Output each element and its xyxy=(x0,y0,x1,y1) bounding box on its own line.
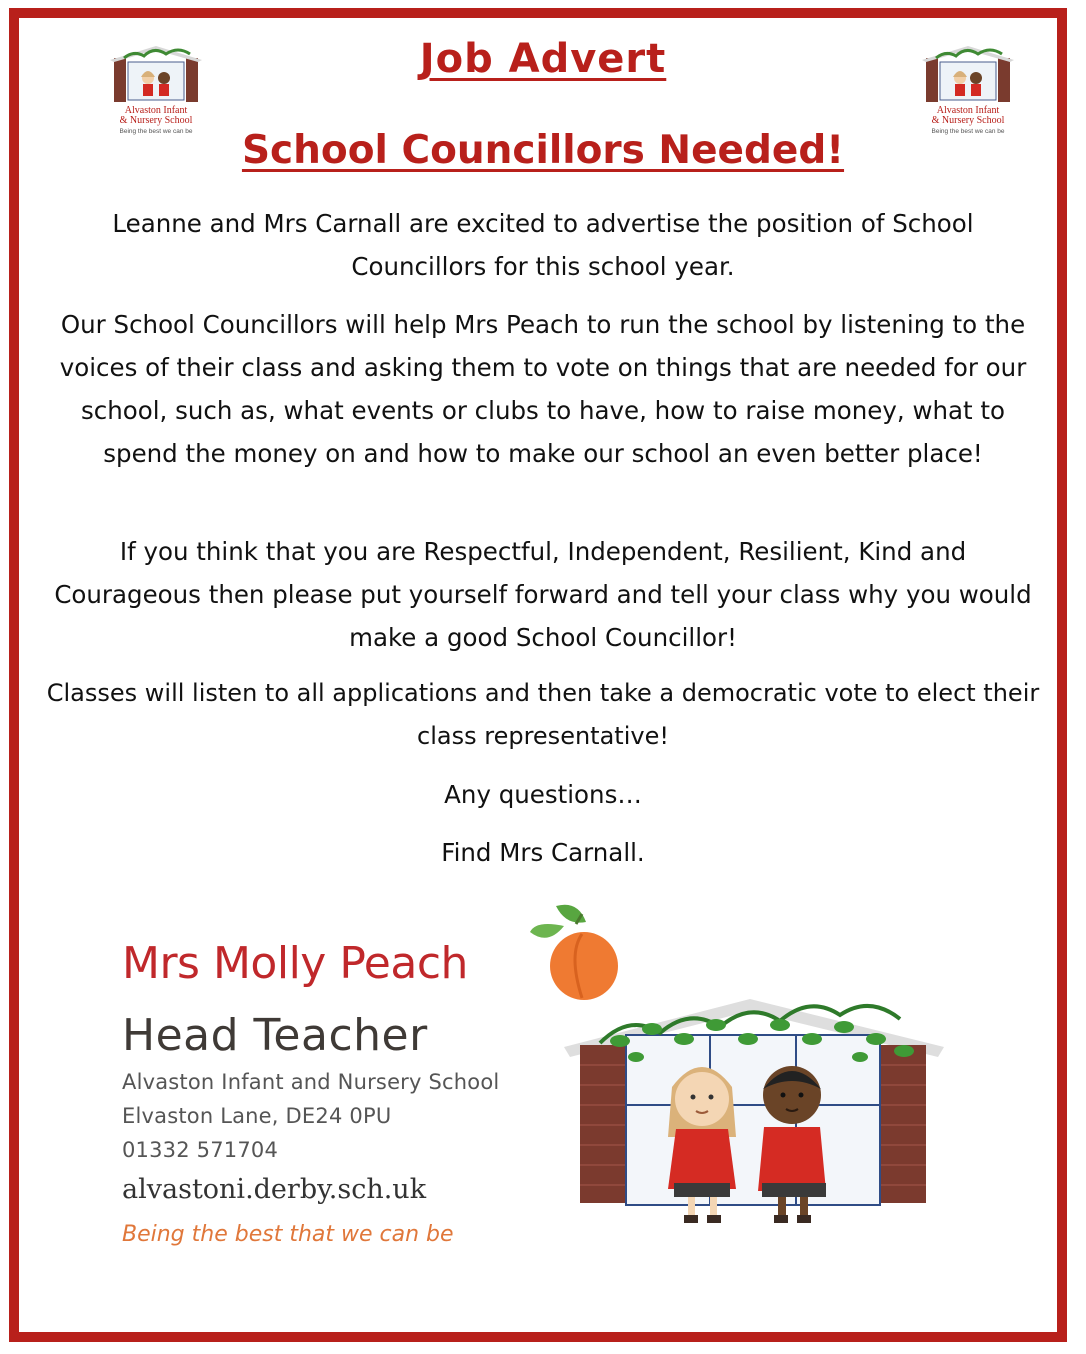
school-website: alvastoni.derby.sch.uk xyxy=(122,1174,427,1205)
logo-tagline: Being the best we can be xyxy=(119,128,193,135)
title-councillors-needed xyxy=(0,128,1086,173)
logo-name-line1: Alvaston Infant xyxy=(124,105,188,116)
title-councillors-needed-text: School Councillors Needed! xyxy=(241,128,845,173)
title-job-advert-text: Job Advert xyxy=(419,36,667,82)
school-address-street: Elvaston Lane, DE24 0PU xyxy=(122,1104,392,1128)
school-motto: Being the best that we can be xyxy=(122,1222,454,1247)
school-children-illustration xyxy=(560,995,950,1235)
paragraph-role: Our School Councillors will help Mrs Peach to run the school by listening to the voices of their class and asking them to vote on things that are needed for our school, such as, what events or clubs to have, how to raise money, what to spend the money on and how to make our school an even better place! xyxy=(59,310,1027,468)
paragraph-questions: Any questions… xyxy=(444,780,642,809)
school-address-name: Alvaston Infant and Nursery School xyxy=(122,1070,500,1094)
logo-name-line1: Alvaston Infant xyxy=(936,105,1000,116)
paragraph-intro: Leanne and Mrs Carnall are excited to advertise the position of School Councillors for this school year. xyxy=(112,209,974,281)
head-teacher-role: Head Teacher xyxy=(122,1010,428,1061)
logo-name-line2: & Nursery School xyxy=(119,115,193,126)
head-teacher-name: Mrs Molly Peach xyxy=(122,938,468,989)
logo-tagline: Being the best we can be xyxy=(931,128,1005,135)
logo-name-line2: & Nursery School xyxy=(931,115,1005,126)
paragraph-contact: Find Mrs Carnall. xyxy=(441,838,645,867)
title-job-advert xyxy=(0,36,1086,82)
paragraph-qualities: If you think that you are Respectful, Independent, Resilient, Kind and Courageous then please put yourself forward and tell your class why you would make a good School Councillor! xyxy=(54,537,1032,652)
peach-icon xyxy=(524,896,634,1006)
paragraph-vote: Classes will listen to all applications and then take a democratic vote to elect their class representative! xyxy=(46,679,1040,750)
school-phone: 01332 571704 xyxy=(122,1138,279,1162)
